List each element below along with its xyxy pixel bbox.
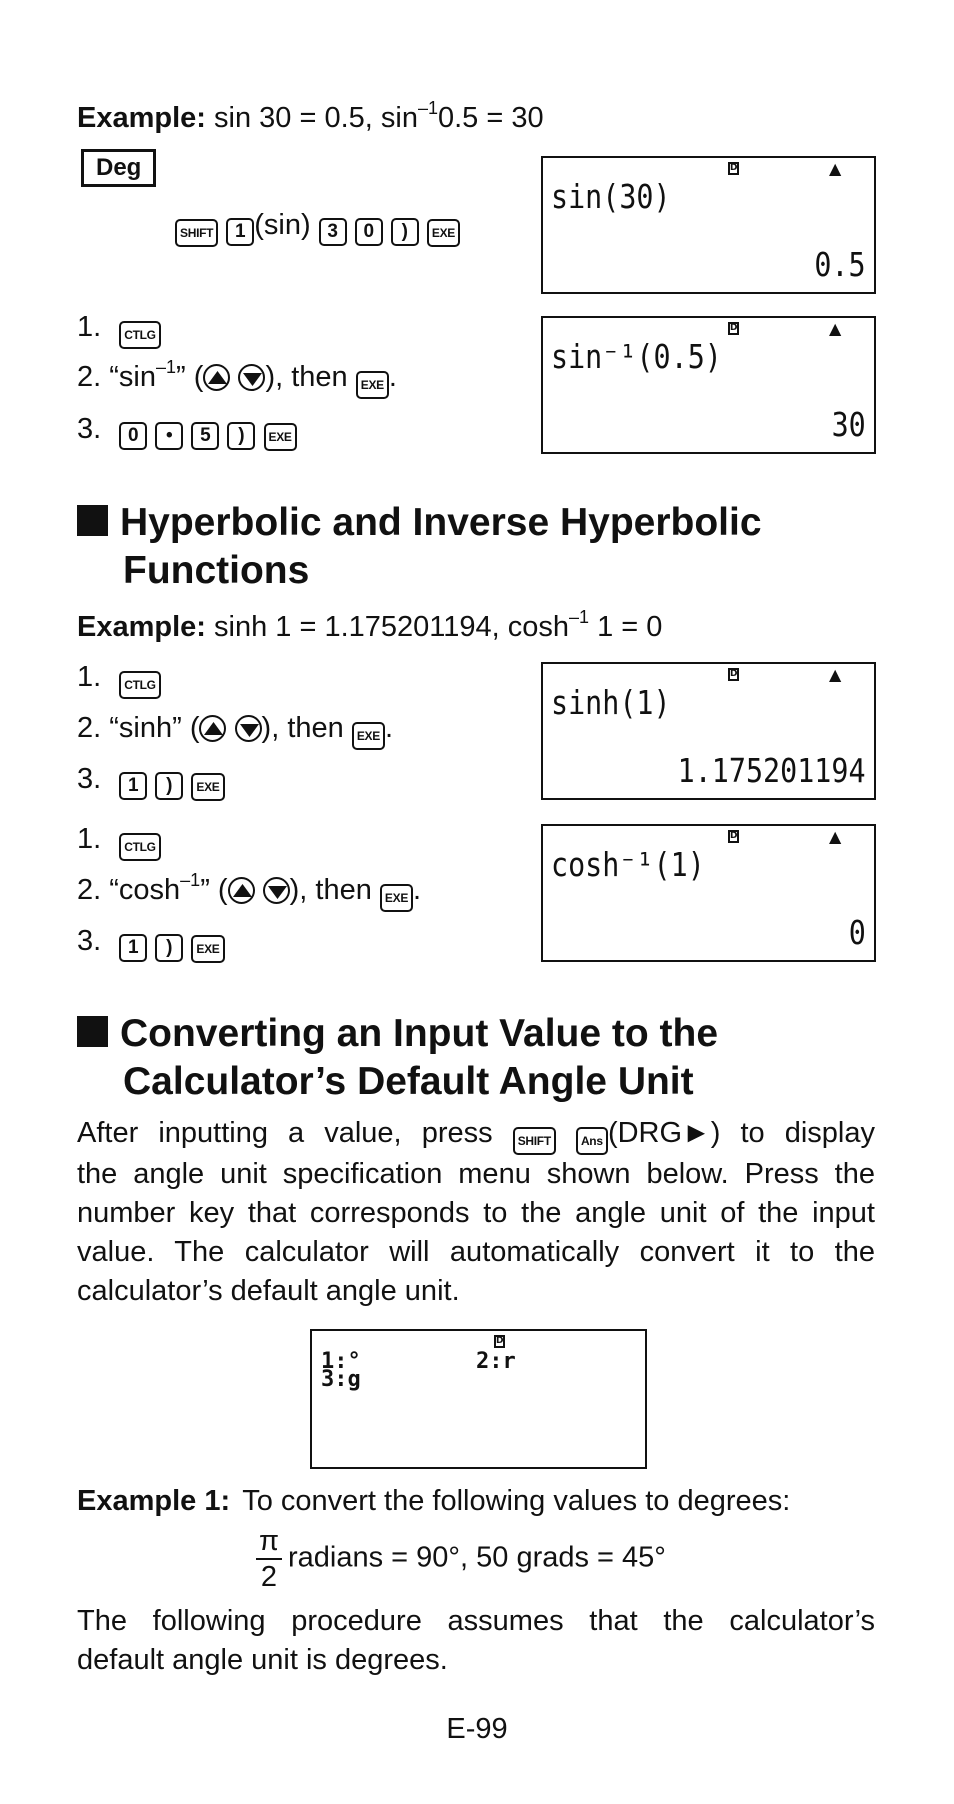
key-0: 0	[119, 422, 147, 450]
example-heading	[77, 98, 544, 135]
key-1: 1	[119, 934, 147, 962]
hyperbolic-example	[77, 607, 663, 644]
step-text: “sinh” (	[109, 712, 200, 744]
exe-key: EXE	[356, 371, 389, 399]
exe-key: EXE	[191, 773, 224, 801]
key-5: 5	[191, 422, 219, 450]
step-1	[77, 822, 161, 861]
example-text: sin 30 = 0.5, sin	[214, 102, 418, 134]
paragraph-line: the angle unit specification menu shown below. Press the	[77, 1158, 875, 1190]
key-sequence-sin30	[175, 208, 460, 247]
section-title-line1: Converting an Input Value to the	[120, 1012, 719, 1055]
section-title-line2: Functions	[123, 549, 310, 592]
paragraph-line: The following procedure assumes that the calculator’s	[77, 1605, 875, 1637]
formula-text: radians = 90°, 50 grads = 45°	[288, 1541, 666, 1574]
example1	[77, 1484, 790, 1518]
screen-result: 30	[831, 405, 866, 444]
example-label: Example:	[77, 102, 206, 134]
step-number: 3.	[77, 925, 102, 957]
ans-key: Ans	[576, 1127, 608, 1155]
step-number: 1.	[77, 823, 102, 855]
step-text: ), then	[289, 874, 380, 906]
exe-key: EXE	[427, 219, 460, 247]
screen-result: 0.5	[814, 245, 866, 284]
calculator-screen-sin30	[541, 156, 876, 294]
decimal-point-key: •	[155, 422, 183, 450]
step-1	[77, 310, 161, 349]
screen-expression: sin⁻¹(0.5)	[551, 337, 722, 376]
cursor-down-key-icon	[235, 715, 262, 742]
up-arrow-indicator: ▲	[829, 319, 842, 338]
paragraph-line	[77, 1114, 875, 1155]
paragraph-line: default angle unit is degrees.	[77, 1644, 448, 1676]
degree-mode-indicator: D	[730, 323, 738, 333]
cursor-down-key-icon	[263, 877, 290, 904]
exe-key: EXE	[380, 884, 413, 912]
hyperbolic-section-heading	[77, 499, 762, 595]
example-text-tail: 1 = 0	[589, 611, 663, 643]
exe-key: EXE	[264, 423, 297, 451]
degree-mode-indicator: D	[730, 669, 738, 679]
step-2	[77, 711, 393, 750]
fraction-denominator: 2	[260, 1561, 278, 1593]
section-bullet-square	[77, 1016, 108, 1047]
pi-over-2-fraction	[256, 1526, 282, 1592]
key-3: 3	[319, 218, 347, 246]
fraction-numerator: π	[258, 1525, 279, 1557]
calculator-screen-acosh	[541, 824, 876, 962]
example-text-tail: 0.5 = 30	[437, 102, 544, 134]
fraction-bar	[256, 1558, 282, 1560]
screen-result: 1.175201194	[678, 751, 866, 790]
step-text: “cosh	[109, 874, 181, 906]
close-paren-key: )	[227, 422, 255, 450]
up-arrow-indicator: ▲	[829, 665, 842, 684]
section-title-line2: Calculator’s Default Angle Unit	[123, 1060, 694, 1103]
cursor-down-key-icon	[238, 364, 265, 391]
step-number: 2.	[77, 712, 102, 744]
conversion-paragraph	[77, 1114, 875, 1311]
conversion-section-heading	[77, 1010, 718, 1106]
example-label: Example 1:	[77, 1485, 231, 1517]
page-number: E-99	[446, 1713, 508, 1745]
superscript: –1	[155, 357, 177, 378]
step-2	[77, 357, 397, 399]
step-number: 2.	[77, 874, 102, 906]
exe-key: EXE	[352, 722, 385, 750]
close-paren-key: )	[155, 772, 183, 800]
up-arrow-indicator: ▲	[829, 159, 842, 178]
cursor-up-key-icon	[228, 877, 255, 904]
step-3	[77, 412, 297, 451]
screen-result: 0	[848, 913, 866, 952]
superscript: –1	[569, 607, 590, 628]
step-number: 1.	[77, 311, 102, 343]
shift-key: SHIFT	[513, 1127, 556, 1155]
deg-mode-badge: Deg	[81, 149, 156, 187]
screen-expression: sinh(1)	[551, 683, 671, 722]
menu-item-degree: 1:°	[321, 1349, 361, 1374]
step-text: ” (	[176, 361, 204, 393]
sin-label: (sin)	[254, 209, 311, 241]
paragraph-line: calculator’s default angle unit.	[77, 1275, 460, 1307]
ctlg-key: CTLG	[119, 671, 160, 699]
step-text: .	[413, 874, 422, 906]
closing-paragraph	[77, 1602, 875, 1680]
close-paren-key: )	[155, 934, 183, 962]
degree-mode-indicator: D	[496, 1336, 504, 1346]
section-title-line1: Hyperbolic and Inverse Hyperbolic	[120, 501, 762, 544]
menu-item-grad: 3:g	[321, 1367, 361, 1392]
step-number: 3.	[77, 763, 102, 795]
ctlg-key: CTLG	[119, 321, 160, 349]
example-label: Example:	[77, 611, 206, 643]
superscript: –1	[417, 98, 438, 119]
step-text: ” (	[200, 874, 228, 906]
up-arrow-indicator: ▲	[829, 827, 842, 846]
paragraph-line: number key that corresponds to the angle unit of the input	[77, 1197, 875, 1229]
step-number: 3.	[77, 413, 102, 445]
step-text: ), then	[261, 712, 352, 744]
degree-mode-indicator: D	[730, 163, 738, 173]
menu-item-radian: 2:r	[476, 1349, 516, 1374]
paragraph-line: value. The calculator will automatically convert it to the	[77, 1236, 875, 1268]
ctlg-key: CTLG	[119, 833, 160, 861]
conversion-formula	[256, 1526, 666, 1592]
step-text: .	[384, 712, 394, 744]
paragraph-text: (DRG►) to display	[607, 1117, 875, 1149]
step-text: ), then	[265, 361, 356, 393]
section-bullet-square	[77, 505, 108, 536]
exe-key: EXE	[191, 935, 224, 963]
calculator-screen-sinh	[541, 662, 876, 800]
example-text: To convert the following values to degrees:	[242, 1485, 791, 1517]
angle-unit-menu-screen	[310, 1329, 647, 1469]
screen-expression: sin(30)	[551, 177, 671, 216]
calculator-screen-asin	[541, 316, 876, 454]
step-number: 1.	[77, 661, 102, 693]
cursor-up-key-icon	[203, 364, 230, 391]
degree-mode-indicator: D	[730, 831, 738, 841]
paragraph-text: After inputting a value, press	[77, 1117, 493, 1149]
step-number: 2.	[77, 361, 102, 393]
step-3	[77, 762, 225, 801]
cursor-up-key-icon	[199, 715, 226, 742]
screen-expression: cosh⁻¹(1)	[551, 845, 705, 884]
step-1	[77, 660, 161, 699]
close-paren-key: )	[391, 218, 419, 246]
step-text: “sin	[109, 361, 156, 393]
superscript: –1	[180, 870, 201, 891]
step-3	[77, 924, 225, 963]
key-0: 0	[355, 218, 383, 246]
step-text: .	[388, 361, 397, 393]
key-1: 1	[119, 772, 147, 800]
shift-key: SHIFT	[175, 219, 218, 247]
example-text: sinh 1 = 1.175201194, cosh	[214, 611, 570, 643]
step-2	[77, 870, 422, 912]
key-1: 1	[226, 218, 254, 246]
